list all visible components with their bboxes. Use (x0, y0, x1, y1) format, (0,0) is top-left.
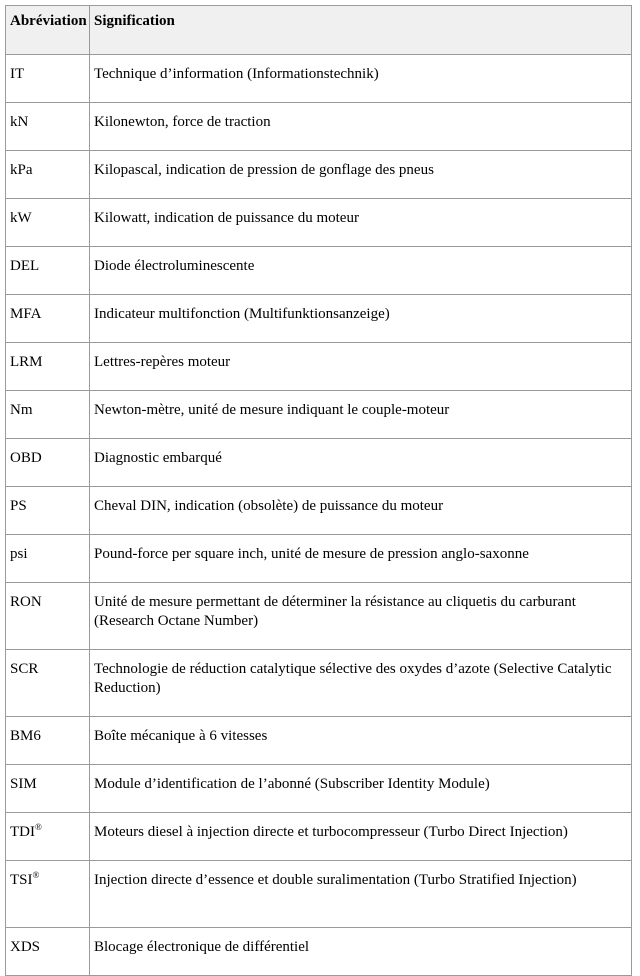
abbr-text: kPa (10, 162, 33, 178)
header-signification: Signification (90, 6, 632, 55)
abbr-text: MFA (10, 306, 42, 322)
table-row (6, 583, 632, 650)
meaning-cell: Lettres-repères moteur (90, 343, 632, 391)
abbr-text: kN (10, 114, 29, 130)
meaning-cell: Kilowatt, indication de puissance du moteur (90, 199, 632, 247)
table-row (6, 535, 632, 583)
abbr-text: PS (10, 498, 27, 514)
abbr-sup: ® (35, 822, 42, 832)
meaning-cell: Unité de mesure permettant de déterminer la résistance au cliquetis du carburant (Research Octane Number) (90, 583, 632, 650)
meaning-cell: Pound-force per square inch, unité de mesure de pression anglo-saxonne (90, 535, 632, 583)
abbr-cell (6, 199, 90, 247)
meaning-cell: Newton-mètre, unité de mesure indiquant le couple-moteur (90, 391, 632, 439)
abbr-cell (6, 928, 90, 976)
abbr-text: IT (10, 66, 25, 82)
abbr-text: TSI (10, 872, 33, 888)
table-row (6, 928, 632, 976)
table-row (6, 439, 632, 487)
table-row (6, 199, 632, 247)
table-row (6, 813, 632, 861)
header-abbreviation: Abréviation (6, 6, 90, 55)
table-row (6, 343, 632, 391)
table-row (6, 861, 632, 928)
abbr-sup: ® (32, 870, 40, 880)
abbr-text: BM6 (10, 728, 41, 744)
table-row (6, 650, 632, 717)
abbr-cell (6, 813, 90, 861)
table-row (6, 247, 632, 295)
abbr-cell (6, 103, 90, 151)
abbr-text: XDS (10, 939, 41, 955)
abbr-cell (6, 343, 90, 391)
abbr-cell (6, 717, 90, 765)
abbr-cell (6, 765, 90, 813)
abbr-cell (6, 295, 90, 343)
abbreviation-table (5, 5, 632, 976)
meaning-cell: Injection directe d’essence et double suralimentation (Turbo Stratified Injection) (90, 861, 632, 928)
meaning-cell: Boîte mécanique à 6 vitesses (90, 717, 632, 765)
meaning-cell: Diode électroluminescente (90, 247, 632, 295)
table-row (6, 151, 632, 199)
table-row (6, 295, 632, 343)
abbr-cell (6, 650, 90, 717)
table-row (6, 487, 632, 535)
meaning-cell: Cheval DIN, indication (obsolète) de puissance du moteur (90, 487, 632, 535)
abbr-text: Nm (10, 402, 33, 418)
abbr-text: LRM (10, 354, 43, 370)
abbr-cell (6, 535, 90, 583)
abbr-text: kW (10, 210, 32, 226)
abbr-cell (6, 861, 90, 928)
meaning-cell: Blocage électronique de différentiel (90, 928, 632, 976)
table-row (6, 391, 632, 439)
table-row (6, 765, 632, 813)
abbr-cell (6, 439, 90, 487)
abbr-text: RON (10, 594, 42, 610)
abbr-cell (6, 391, 90, 439)
abbr-text: SIM (10, 776, 37, 792)
abbr-text: TDI (10, 824, 35, 840)
abbr-text: DEL (10, 258, 40, 274)
meaning-cell: Kilopascal, indication de pression de gonflage des pneus (90, 151, 632, 199)
table-header-row (6, 6, 632, 55)
abbr-cell (6, 583, 90, 650)
abbr-text: OBD (10, 450, 42, 466)
meaning-cell: Moteurs diesel à injection directe et turbocompresseur (Turbo Direct Injection) (90, 813, 632, 861)
abbr-cell (6, 487, 90, 535)
table-row (6, 55, 632, 103)
abbr-cell (6, 151, 90, 199)
meaning-cell: Technologie de réduction catalytique sélective des oxydes d’azote (Selective Catalytic Reduction) (90, 650, 632, 717)
abbr-cell (6, 247, 90, 295)
table-row (6, 103, 632, 151)
meaning-cell: Indicateur multifonction (Multifunktionsanzeige) (90, 295, 632, 343)
table-row (6, 717, 632, 765)
abbr-text: psi (10, 546, 28, 562)
meaning-cell: Module d’identification de l’abonné (Subscriber Identity Module) (90, 765, 632, 813)
meaning-cell: Technique d’information (Informationstechnik) (90, 55, 632, 103)
meaning-cell: Kilonewton, force de traction (90, 103, 632, 151)
abbr-text: SCR (10, 661, 39, 677)
meaning-cell: Diagnostic embarqué (90, 439, 632, 487)
abbr-cell (6, 55, 90, 103)
